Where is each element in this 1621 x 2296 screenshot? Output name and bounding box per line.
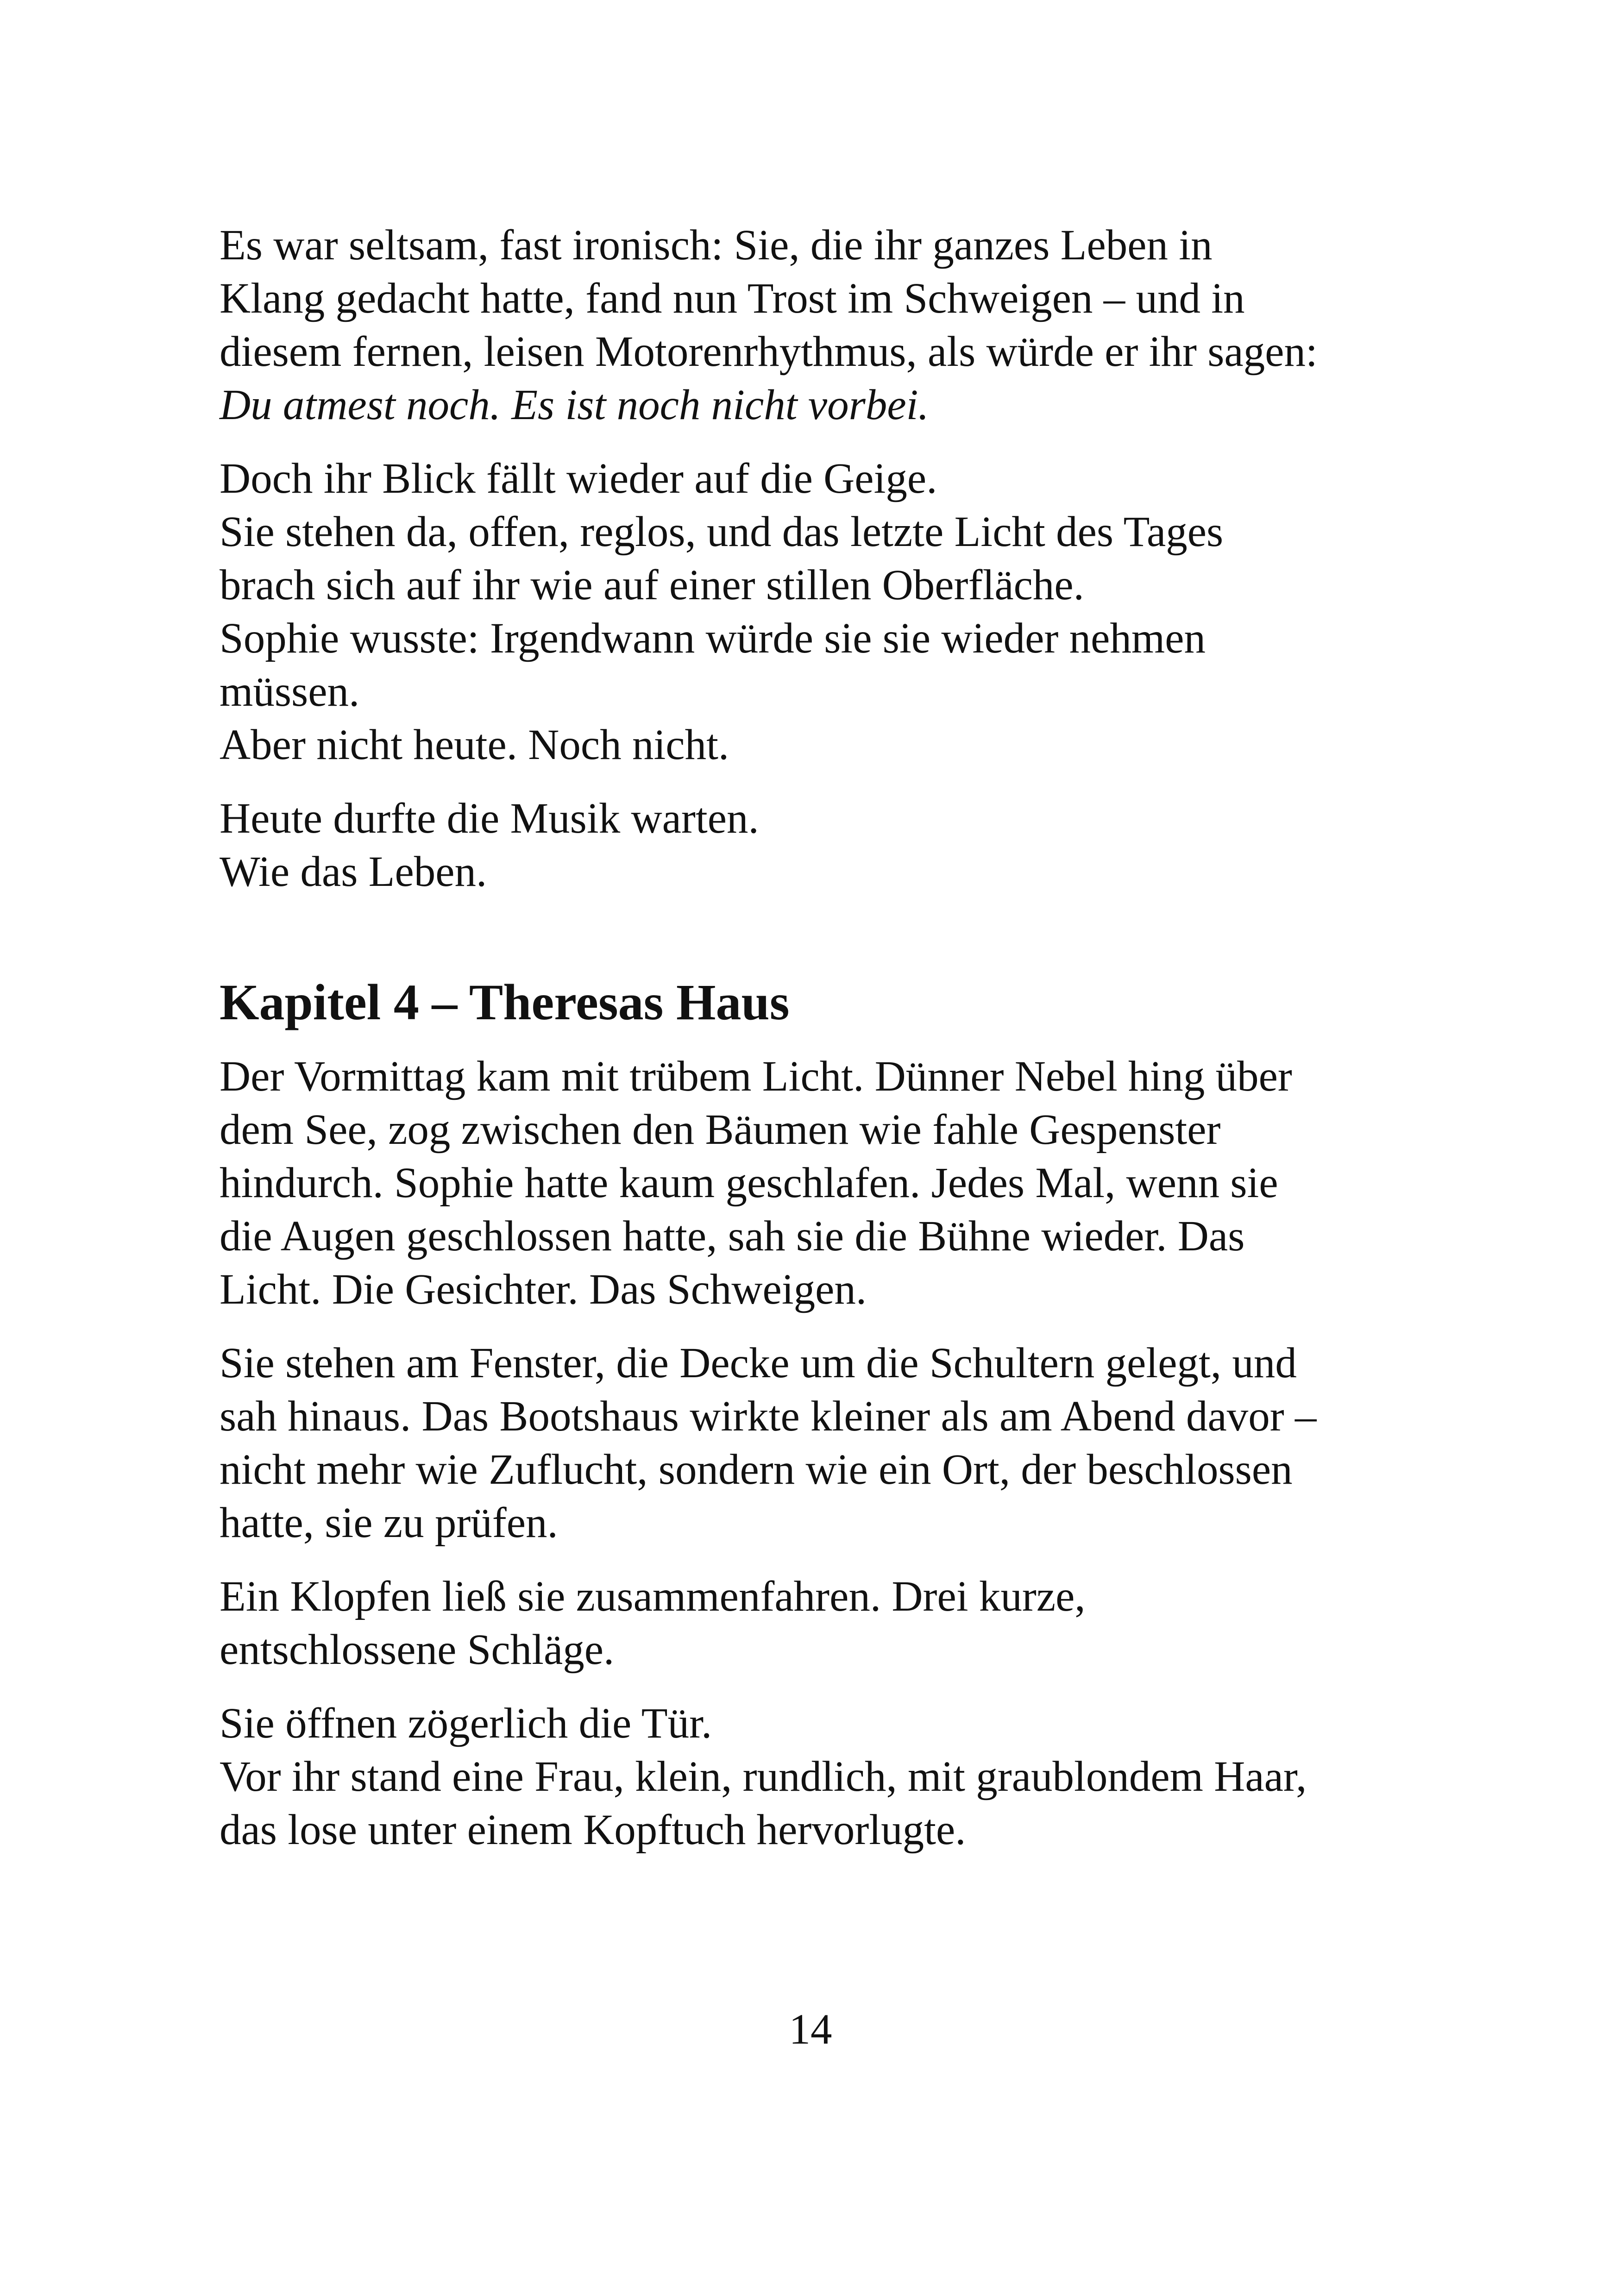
text-line: Aber nicht heute. Noch nicht.: [220, 721, 729, 769]
text-line: nicht mehr wie Zuflucht, sondern wie ein Ort, der beschlossen: [220, 1446, 1293, 1493]
paragraph-6: [220, 1570, 1424, 1676]
italic-text-line: Du atmest noch. Es ist noch nicht vorbei.: [220, 381, 929, 429]
text-line: Heute durfte die Musik warten.: [220, 795, 759, 842]
text-line: Sie stehen am Fenster, die Decke um die Schultern gelegt, und: [220, 1339, 1297, 1387]
text-line: Der Vormittag kam mit trübem Licht. Dünner Nebel hing über: [220, 1053, 1292, 1100]
text-line: Ein Klopfen ließ sie zusammenfahren. Drei kurze,: [220, 1573, 1086, 1620]
text-line: Es war seltsam, fast ironisch: Sie, die ihr ganzes Leben in: [220, 221, 1213, 269]
paragraph-5: [220, 1336, 1424, 1549]
text-line: müssen.: [220, 668, 360, 715]
text-line: Vor ihr stand eine Frau, klein, rundlich, mit graublondem Haar,: [220, 1753, 1307, 1800]
heading-spacer: [220, 919, 1424, 973]
paragraph-1: [220, 219, 1424, 432]
page-number: 14: [789, 2006, 832, 2053]
text-line: das lose unter einem Kopftuch hervorlugte.: [220, 1806, 966, 1854]
text-line: Klang gedacht hatte, fand nun Trost im Schweigen – und in: [220, 275, 1245, 322]
text-line: Wie das Leben.: [220, 848, 487, 896]
text-line: entschlossene Schläge.: [220, 1626, 615, 1674]
chapter-heading: Kapitel 4 – Theresas Haus: [220, 974, 790, 1030]
text-line: Sie öffnen zögerlich die Tür.: [220, 1700, 712, 1747]
paragraph-2: [220, 452, 1424, 772]
text-line: sah hinaus. Das Bootshaus wirkte kleiner als am Abend davor –: [220, 1393, 1317, 1440]
paragraph-3: [220, 792, 1424, 898]
paragraph-7: [220, 1697, 1424, 1857]
text-line: Licht. Die Gesichter. Das Schweigen.: [220, 1266, 867, 1313]
page-body: [220, 219, 1424, 1877]
text-line: diesem fernen, leisen Motorenrhythmus, als würde er ihr sagen:: [220, 328, 1318, 376]
text-line: hatte, sie zu prüfen.: [220, 1499, 558, 1547]
text-line: Doch ihr Blick fällt wieder auf die Geige.: [220, 455, 937, 502]
text-line: Sie stehen da, offen, reglos, und das letzte Licht des Tages: [220, 508, 1224, 556]
paragraph-4: [220, 1050, 1424, 1316]
text-line: dem See, zog zwischen den Bäumen wie fahle Gespenster: [220, 1106, 1221, 1154]
text-line: brach sich auf ihr wie auf einer stillen Oberfläche.: [220, 561, 1084, 609]
text-line: Sophie wusste: Irgendwann würde sie sie wieder nehmen: [220, 615, 1206, 662]
text-line: hindurch. Sophie hatte kaum geschlafen. Jedes Mal, wenn sie: [220, 1159, 1278, 1207]
text-line: die Augen geschlossen hatte, sah sie die Bühne wieder. Das: [220, 1212, 1245, 1260]
